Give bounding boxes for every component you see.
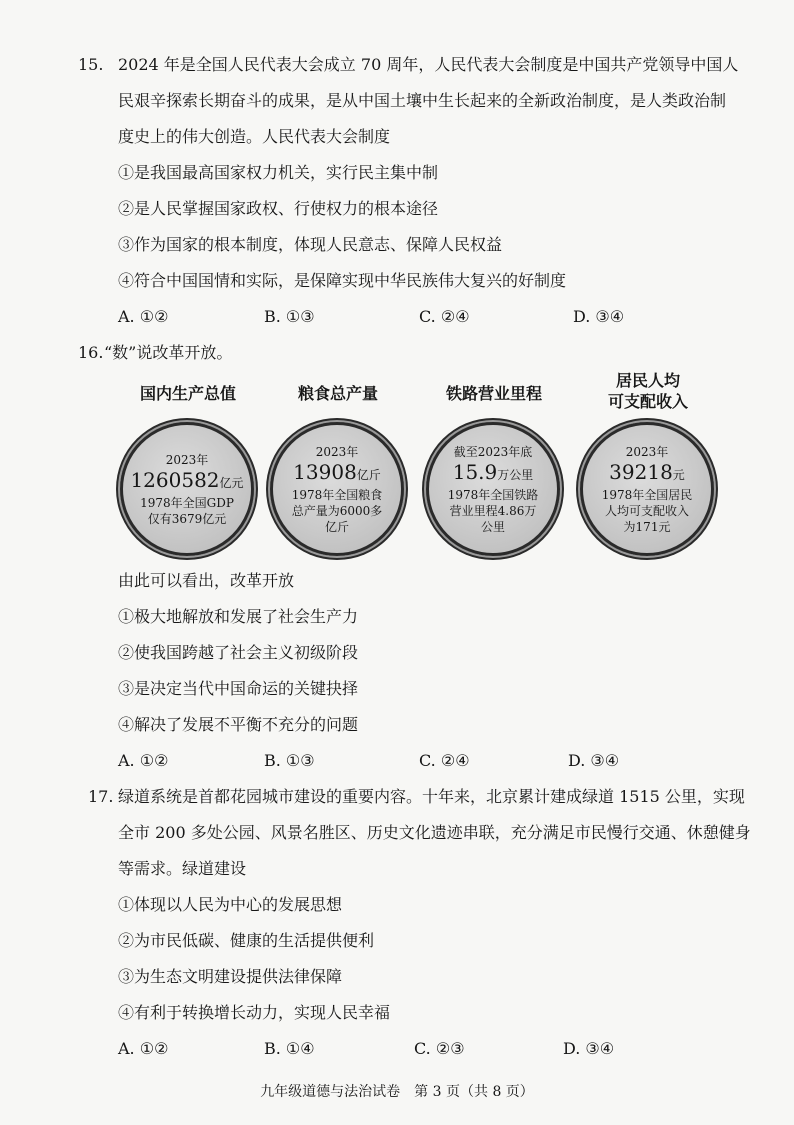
coin-disc	[580, 422, 714, 556]
q17-stem-line-1: 绿道系统是首都花园城市建设的重要内容。十年来，北京累计建成绿道 1515 公里，实现	[118, 787, 745, 806]
q17-option-a: A. ①②	[118, 1039, 169, 1058]
coin-title: 居民人均	[615, 371, 680, 390]
q17-option-b: B. ①④	[264, 1039, 315, 1058]
coin-line-4: 营业里程4.86万	[449, 503, 537, 518]
q17-stem-line-3: 等需求。绿道建设	[118, 859, 247, 878]
q15-stem-line-2: 民艰辛探索长期奋斗的成果，是从中国土壤中生长起来的全新政治制度，是人类政治制	[118, 91, 727, 110]
q17-number: 17.	[88, 787, 114, 806]
coin-disc	[426, 422, 560, 556]
coin-line-4: 仅有3679亿元	[147, 511, 227, 526]
q15-item-2: ②是人民掌握国家政权、行使权力的根本途径	[118, 199, 439, 218]
coin-line-4: 总产量为6000多	[291, 503, 383, 518]
coin-grain	[268, 370, 408, 534]
coin-line-3: 1978年全国铁路	[447, 487, 539, 502]
coin-line-1: 2023年	[625, 444, 669, 459]
q17-item-2: ②为市民低碳、健康的生活提供便利	[118, 931, 375, 950]
q16-number: 16.	[78, 343, 104, 362]
q15-stem-line-3: 度史上的伟大创造。人民代表大会制度	[118, 127, 391, 146]
q16-item-4: ④解决了发展不平衡不充分的问题	[118, 715, 359, 734]
coin-line-1: 截至2023年底	[453, 444, 533, 459]
q16-item-1: ①极大地解放和发展了社会生产力	[118, 607, 359, 626]
coin-income	[578, 370, 718, 534]
coin-title: 粮食总产量	[297, 384, 378, 403]
coin-value: 13908亿斤	[293, 459, 381, 484]
q15-option-a: A. ①②	[118, 307, 169, 326]
coin-value: 1260582亿元	[130, 467, 244, 492]
q17-item-4: ④有利于转换增长动力，实现人民幸福	[118, 1003, 391, 1022]
q16-stem: “数”说改革开放。	[104, 343, 233, 362]
coin-title-2: 可支配收入	[607, 392, 688, 411]
q17-stem-line-2: 全市 200 多处公园、风景名胜区、历史文化遗迹串联，充分满足市民慢行交通、休憩健身	[118, 823, 751, 842]
q15-item-1: ①是我国最高国家权力机关，实行民主集中制	[118, 163, 439, 182]
q16-option-c: C. ②④	[419, 751, 470, 770]
q16-option-b: B. ①③	[264, 751, 315, 770]
coin-disc	[120, 422, 254, 556]
coin-value: 39218元	[609, 459, 685, 484]
q15-stem-line-1: 2024 年是全国人民代表大会成立 70 周年，人民代表大会制度是中国共产党领导中国人	[118, 55, 739, 74]
coin-gdp	[118, 370, 258, 526]
coin-title: 国内生产总值	[139, 384, 236, 403]
q15-option-b: B. ①③	[264, 307, 315, 326]
q17-item-1: ①体现以人民为中心的发展思想	[118, 895, 343, 914]
q17-option-d: D. ③④	[563, 1039, 615, 1058]
coin-title: 铁路营业里程	[445, 384, 542, 403]
q15-option-c: C. ②④	[419, 307, 470, 326]
coin-value: 15.9万公里	[452, 459, 534, 484]
q17-item-3: ③为生态文明建设提供法律保障	[118, 967, 343, 986]
coin-line-5: 为171元	[623, 519, 671, 534]
q17-option-c: C. ②③	[414, 1039, 465, 1058]
coin-line-5: 公里	[480, 519, 505, 534]
coin-line-1: 2023年	[165, 452, 209, 467]
q15-item-4: ④符合中国国情和实际，是保障实现中华民族伟大复兴的好制度	[118, 271, 567, 290]
q16-lead: 由此可以看出，改革开放	[118, 571, 295, 590]
q15-item-3: ③作为国家的根本制度，体现人民意志、保障人民权益	[118, 235, 503, 254]
statistics-coins	[118, 370, 698, 560]
coin-line-4: 人均可支配收入	[604, 503, 689, 518]
q16-option-a: A. ①②	[118, 751, 169, 770]
coin-line-1: 2023年	[315, 444, 359, 459]
coin-railway	[424, 370, 564, 534]
coin-line-3: 1978年全国GDP	[140, 495, 234, 510]
page-footer: 九年级道德与法治试卷 第 3 页（共 8 页）	[260, 1084, 534, 1100]
coin-line-3: 1978年全国居民	[601, 487, 693, 502]
q15-number: 15.	[78, 55, 104, 74]
coin-disc	[270, 422, 404, 556]
coin-line-5: 亿斤	[324, 519, 349, 534]
q16-item-3: ③是决定当代中国命运的关键抉择	[118, 679, 359, 698]
q16-option-d: D. ③④	[568, 751, 620, 770]
q16-item-2: ②使我国跨越了社会主义初级阶段	[118, 643, 359, 662]
q15-option-d: D. ③④	[573, 307, 625, 326]
coin-line-3: 1978年全国粮食	[291, 487, 383, 502]
